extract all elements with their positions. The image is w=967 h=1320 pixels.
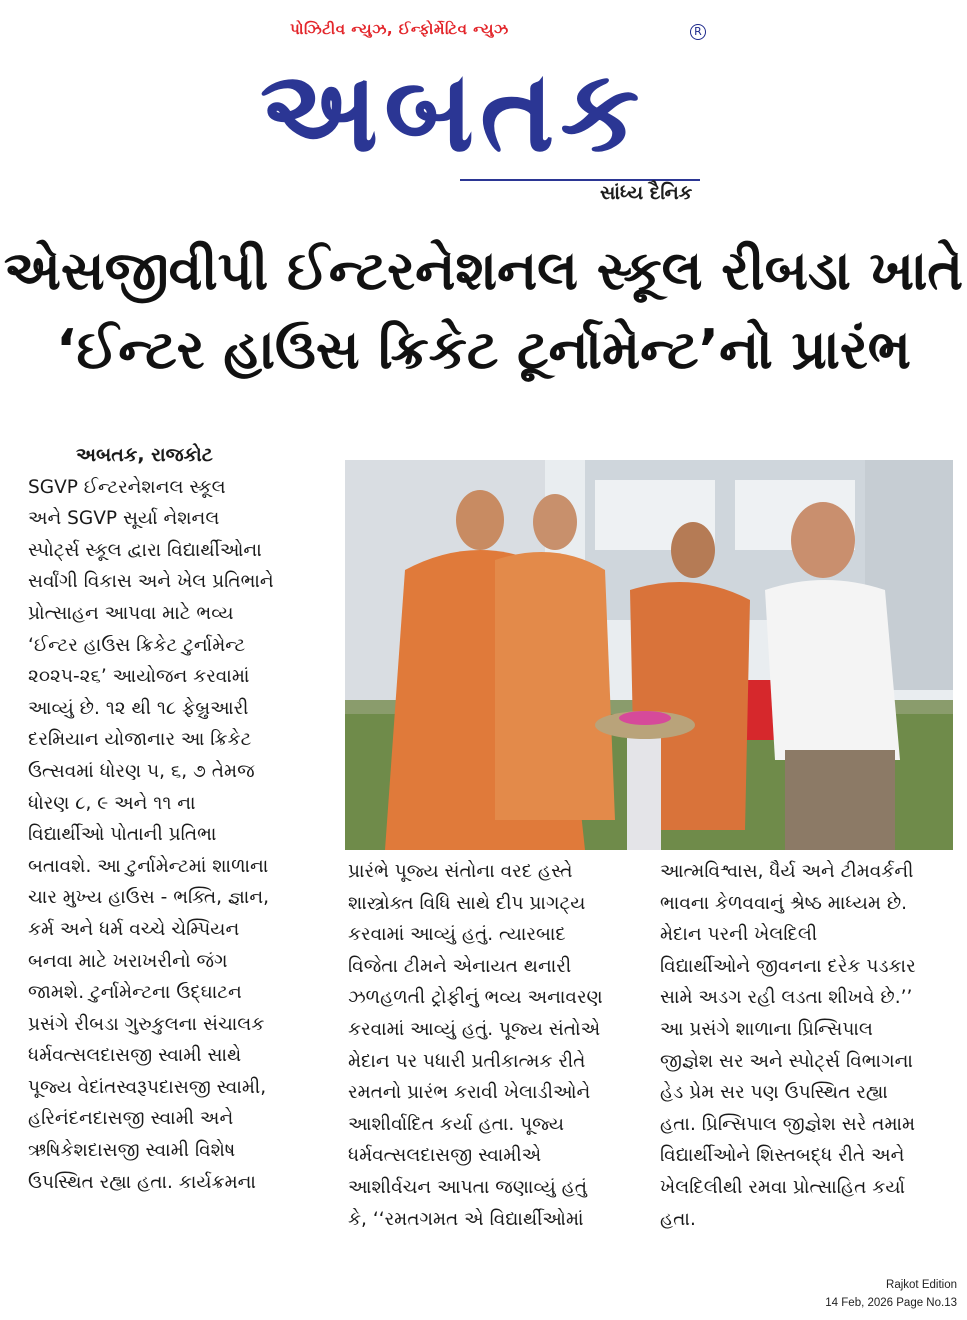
article-text-line: આત્મવિશ્વાસ, ધૈર્ય અને ટીમવર્કની: [660, 861, 914, 882]
article-text-line: કરવામાં આવ્યું હતું. પૂજ્ય સંતોએ: [348, 1018, 601, 1040]
registered-mark-icon: R: [690, 24, 706, 40]
article-text-line: પૂજ્ય વેદાંતસ્વરૂપદાસજી સ્વામી,: [28, 1076, 267, 1098]
article-text-line: ઝળહળતી ટ્રોફીનું ભવ્ય અનાવરણ: [348, 987, 603, 1009]
article-text-line: દરમિયાન યોજાનાર આ ક્રિકેટ: [28, 729, 252, 751]
article-column-3: [660, 856, 942, 1235]
article-text-line: અને SGVP સૂર્યા નેશનલ: [28, 508, 220, 530]
headline-line-1: એસજીવીપી ઈન્ટરનેશનલ સ્કૂલ રીબડા ખાતે: [3, 239, 964, 302]
article-text-line: હરિનંદનદાસજી સ્વામી અને: [28, 1108, 234, 1130]
photo-lamp-lighting-icon: [345, 460, 953, 850]
article-text-line: ધર્મવત્સલદાસજી સ્વામી સાથે: [28, 1045, 242, 1067]
article-text-line: પ્રોત્સાહન આપવા માટે ભવ્ય: [28, 602, 234, 624]
article-text-line: બતાવશે. આ ટુર્નામેન્ટમાં શાળાના: [28, 855, 269, 877]
article-text-line: કર્મ અને ધર્મ વચ્ચે ચેમ્પિયન: [28, 918, 240, 940]
article-text-line: પ્રારંભે પૂજ્ય સંતોના વરદ હસ્તે: [348, 861, 573, 882]
article-text-line: હતા. પ્રિન્સિપાલ જીજ્ઞેશ સરે તમામ: [660, 1113, 916, 1135]
article-text-line: રમતનો પ્રારંભ કરાવી ખેલાડીઓને: [348, 1082, 591, 1104]
article-text-line: વિદ્યાર્થીઓને જીવનના દરેક પડકાર: [660, 955, 916, 977]
article-text-line: ઋષિકેશદાસજી સ્વામી વિશેષ: [28, 1140, 236, 1162]
dateline: અબતક, રાજકોટ: [76, 444, 213, 466]
article-text-line: ચાર મુખ્ય હાઉસ - ભક્તિ, જ્ઞાન,: [28, 887, 269, 909]
article-text-line: મેદાન પરની ખેલદિલી: [660, 924, 818, 946]
article-text-line: હતા.: [660, 1208, 696, 1230]
headline-line-2: ‘ઈન્ટર હાઉસ ક્રિકેટ ટૂર્નામેન્ટ’નો પ્રારંભ: [56, 318, 911, 381]
masthead-tagline: પોઝિટીવ ન્યુઝ, ઈન્ફોર્મેટિવ ન્યુઝ: [290, 20, 509, 38]
article-text-line: ભાવના કેળવવાનું શ્રેષ્ઠ માધ્યમ છે.: [660, 892, 908, 914]
article-text-line: SGVP ઈન્ટરનેશનલ સ્કૂલ: [28, 476, 226, 498]
article-text-line: ૨૦૨૫-૨૬’ આયોજન કરવામાં: [28, 666, 250, 688]
article-text-line: વિદ્યાર્થીઓ પોતાની પ્રતિભા: [28, 824, 217, 846]
article-text-line: જીજ્ઞેશ સર અને સ્પોર્ટ્સ વિભાગના: [660, 1050, 913, 1072]
article-text-line: આ પ્રસંગે શાળાના પ્રિન્સિપાલ: [660, 1018, 873, 1040]
article-text-line: પ્રસંગે રીબડા ગુરુકુલના સંચાલક: [28, 1013, 265, 1035]
article-text-line: વિજેતા ટીમને એનાયત થનારી: [348, 955, 572, 977]
edition-info: [825, 1276, 957, 1312]
newspaper-logo: અબતક: [260, 47, 646, 177]
article-text-line: શાસ્ત્રોક્ત વિધિ સાથે દીપ પ્રાગટ્ય: [348, 892, 586, 914]
article-text-line: બનવા માટે ખરાખરીનો જંગ: [28, 950, 228, 972]
masthead: [260, 14, 710, 214]
article-text-line: સર્વાંગી વિકાસ અને ખેલ પ્રતિભાને: [28, 571, 274, 593]
article-text-line: ઉપસ્થિત રહ્યા હતા. કાર્યક્રમના: [28, 1171, 256, 1193]
article-text-line: જામશે. ટુર્નામેન્ટના ઉદ્ઘાટન: [28, 982, 242, 1004]
article-text-line: સામે અડગ રહી લડતા શીખવે છે.’’: [660, 987, 913, 1009]
logo-divider: [460, 179, 700, 181]
edition-name: Rajkot Edition: [886, 1279, 957, 1291]
article-text-line: ‘ઈન્ટર હાઉસ ક્રિકેટ ટુર્નામેન્ટ: [28, 634, 246, 656]
article-text-line: વિદ્યાર્થીઓને શિસ્તબદ્ધ રીતે અને: [660, 1145, 905, 1167]
column-2-text: [348, 856, 636, 1235]
article-text-line: ધર્મવત્સલદાસજી સ્વામીએ: [348, 1145, 542, 1167]
article-column-1: [28, 440, 320, 1198]
article-text-line: ખેલદિલીથી રમવા પ્રોત્સાહિત કર્યા: [660, 1176, 906, 1198]
article-headline: [0, 232, 967, 390]
column-3-text: [660, 856, 942, 1235]
article-text-line: આશીર્વચન આપતા જણાવ્યું હતું: [348, 1176, 588, 1198]
article-column-2: [348, 856, 636, 1235]
edition-date-page: 14 Feb, 2026 Page No.13: [825, 1297, 957, 1309]
article-text-line: કરવામાં આવ્યું હતું. ત્યારબાદ: [348, 924, 566, 946]
article-text-line: હેડ પ્રેમ સર પણ ઉપસ્થિત રહ્યા: [660, 1082, 888, 1104]
article-text-line: સ્પોર્ટ્સ સ્કૂલ દ્વારા વિદ્યાર્થીઓના: [28, 539, 262, 561]
article-text-line: મેદાન પર પધારી પ્રતીકાત્મક રીતે: [348, 1050, 586, 1072]
article-photo: [345, 460, 953, 850]
article-text-line: આશીર્વાદિત કર્યા હતા. પૂજ્ય: [348, 1113, 565, 1135]
article-text-line: ઉત્સવમાં ધોરણ ૫, ૬, ૭ તેમજ: [28, 760, 255, 782]
article-text-line: આવ્યું છે. ૧૨ થી ૧૮ ફેબ્રુઆરી: [28, 697, 249, 719]
article-text-line: ધોરણ ૮, ૯ અને ૧૧ ના: [28, 792, 196, 814]
masthead-subtitle: સાંધ્ય દૈનિક: [600, 182, 693, 204]
column-1-text: [28, 472, 320, 1199]
article-text-line: કે, ‘‘રમતગમત એ વિદ્યાર્થીઓમાં: [348, 1208, 584, 1230]
